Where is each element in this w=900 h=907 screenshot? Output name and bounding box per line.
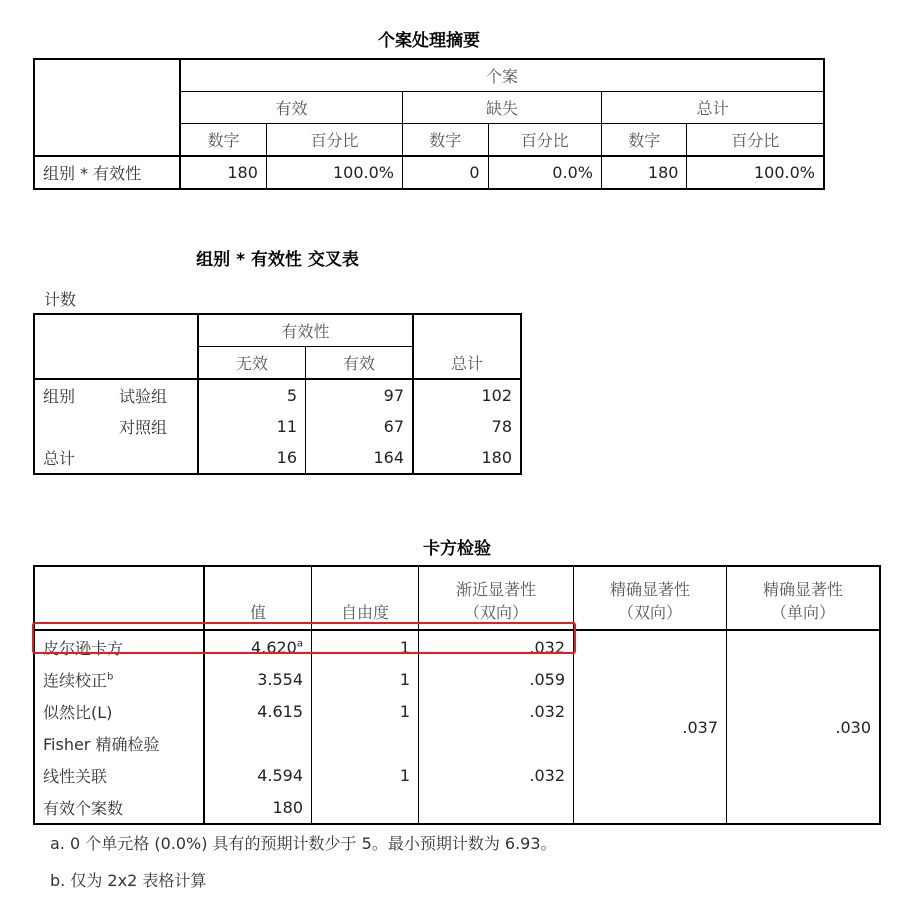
cell-value: 4.594 — [204, 759, 312, 791]
cell-df — [312, 727, 419, 759]
chi-square-table — [33, 565, 881, 825]
cell-df — [312, 791, 419, 824]
crosstab-table — [33, 313, 522, 475]
cell-asym — [419, 727, 574, 759]
subheader: 数字 — [403, 124, 489, 157]
table1-title: 个案处理摘要 — [378, 31, 480, 51]
section-missing: 缺失 — [403, 92, 602, 124]
header-exact-one-line1: 精确显著性 — [762, 580, 843, 599]
table2-caption: 计数 — [44, 290, 77, 309]
cell-value: 11 — [198, 411, 306, 442]
cell-asym — [419, 791, 574, 824]
cell-value: 5 — [198, 379, 306, 411]
value-text: 4.620 — [251, 637, 297, 657]
total-header: 总计 — [413, 314, 521, 379]
row-label-continuity — [34, 663, 204, 695]
footnote-marker: b — [107, 671, 114, 683]
cell-df: 1 — [312, 630, 419, 663]
header-asym-sig — [419, 566, 574, 630]
cell-value: 100.0% — [266, 156, 402, 189]
header-df: 自由度 — [312, 566, 419, 630]
cell-value — [204, 630, 312, 663]
row-sub-label: 试验组 — [119, 387, 168, 406]
cell-df: 1 — [312, 663, 419, 695]
cell-value: 16 — [198, 442, 306, 474]
group-header: 有效性 — [198, 314, 413, 347]
cell-asym: .032 — [419, 695, 574, 727]
header-value: 值 — [204, 566, 312, 630]
cell-value: 100.0% — [687, 156, 824, 189]
subheader: 数字 — [180, 124, 266, 157]
header-asym-line1: 渐近显著性 — [455, 580, 536, 599]
cell-asym: .059 — [419, 663, 574, 695]
table3-title: 卡方检验 — [423, 539, 491, 559]
row-group-label: 组别 — [43, 387, 76, 406]
row-label-fisher: Fisher 精确检验 — [43, 734, 160, 754]
subheader: 百分比 — [488, 124, 601, 157]
row-label-linear: 线性关联 — [43, 766, 108, 786]
subheader-invalid: 无效 — [198, 347, 306, 380]
header-exact-two — [574, 566, 727, 630]
header-exact-two-line2: （双向） — [617, 603, 682, 622]
subheader-valid: 有效 — [306, 347, 414, 380]
section-total: 总计 — [601, 92, 824, 124]
row-label: 组别 * 有效性 — [34, 156, 180, 189]
header-exact-one-line2: （单向） — [770, 603, 835, 622]
cell-value: 78 — [413, 411, 521, 442]
cell-value: 102 — [413, 379, 521, 411]
cell-df: 1 — [312, 759, 419, 791]
empty-cell — [34, 411, 111, 442]
subheader: 数字 — [601, 124, 687, 157]
row-sub-label: 对照组 — [119, 418, 168, 437]
group-header: 个案 — [180, 59, 824, 92]
cell-exact-one: .030 — [727, 630, 881, 824]
cell-value: 97 — [306, 379, 414, 411]
corner-cell — [34, 59, 180, 156]
cell-df: 1 — [312, 695, 419, 727]
cell-value — [204, 727, 312, 759]
cell-value: 0 — [403, 156, 489, 189]
cell-value: 180 — [204, 791, 312, 824]
case-summary-table — [33, 58, 825, 190]
cell-asym: .032 — [419, 630, 574, 663]
row-label-pearson — [34, 630, 204, 663]
table2-title: 组别 * 有效性 交叉表 — [196, 250, 359, 270]
cell-value: 0.0% — [488, 156, 601, 189]
cell-exact-two: .037 — [574, 630, 727, 824]
cell-value: 180 — [601, 156, 687, 189]
cell-value: 4.615 — [204, 695, 312, 727]
cell-value: 67 — [306, 411, 414, 442]
row-label-text: 皮尔逊卡方 — [43, 638, 124, 658]
header-exact-one — [727, 566, 881, 630]
footnote-a: a. 0 个单元格 (0.0%) 具有的预期计数少于 5。最小预期计数为 6.93。 — [50, 834, 557, 853]
footnote-b: b. 仅为 2x2 表格计算 — [50, 871, 207, 890]
header-asym-line2: （双向） — [463, 603, 528, 622]
subheader: 百分比 — [687, 124, 824, 157]
cell-value: 164 — [306, 442, 414, 474]
section-valid: 有效 — [180, 92, 403, 124]
total-row-label: 总计 — [43, 449, 76, 468]
cell-value: 180 — [180, 156, 266, 189]
header-exact-two-line1: 精确显著性 — [609, 580, 690, 599]
row-label-likelihood: 似然比(L) — [43, 702, 113, 722]
row-label-text: 连续校正 — [43, 670, 108, 690]
corner-cell — [34, 566, 204, 630]
cell-asym: .032 — [419, 759, 574, 791]
row-label-n-valid: 有效个案数 — [43, 798, 124, 818]
subheader: 百分比 — [266, 124, 402, 157]
cell-value: 180 — [413, 442, 521, 474]
corner-cell — [34, 314, 198, 379]
footnote-marker: a — [296, 638, 303, 650]
cell-value: 3.554 — [204, 663, 312, 695]
